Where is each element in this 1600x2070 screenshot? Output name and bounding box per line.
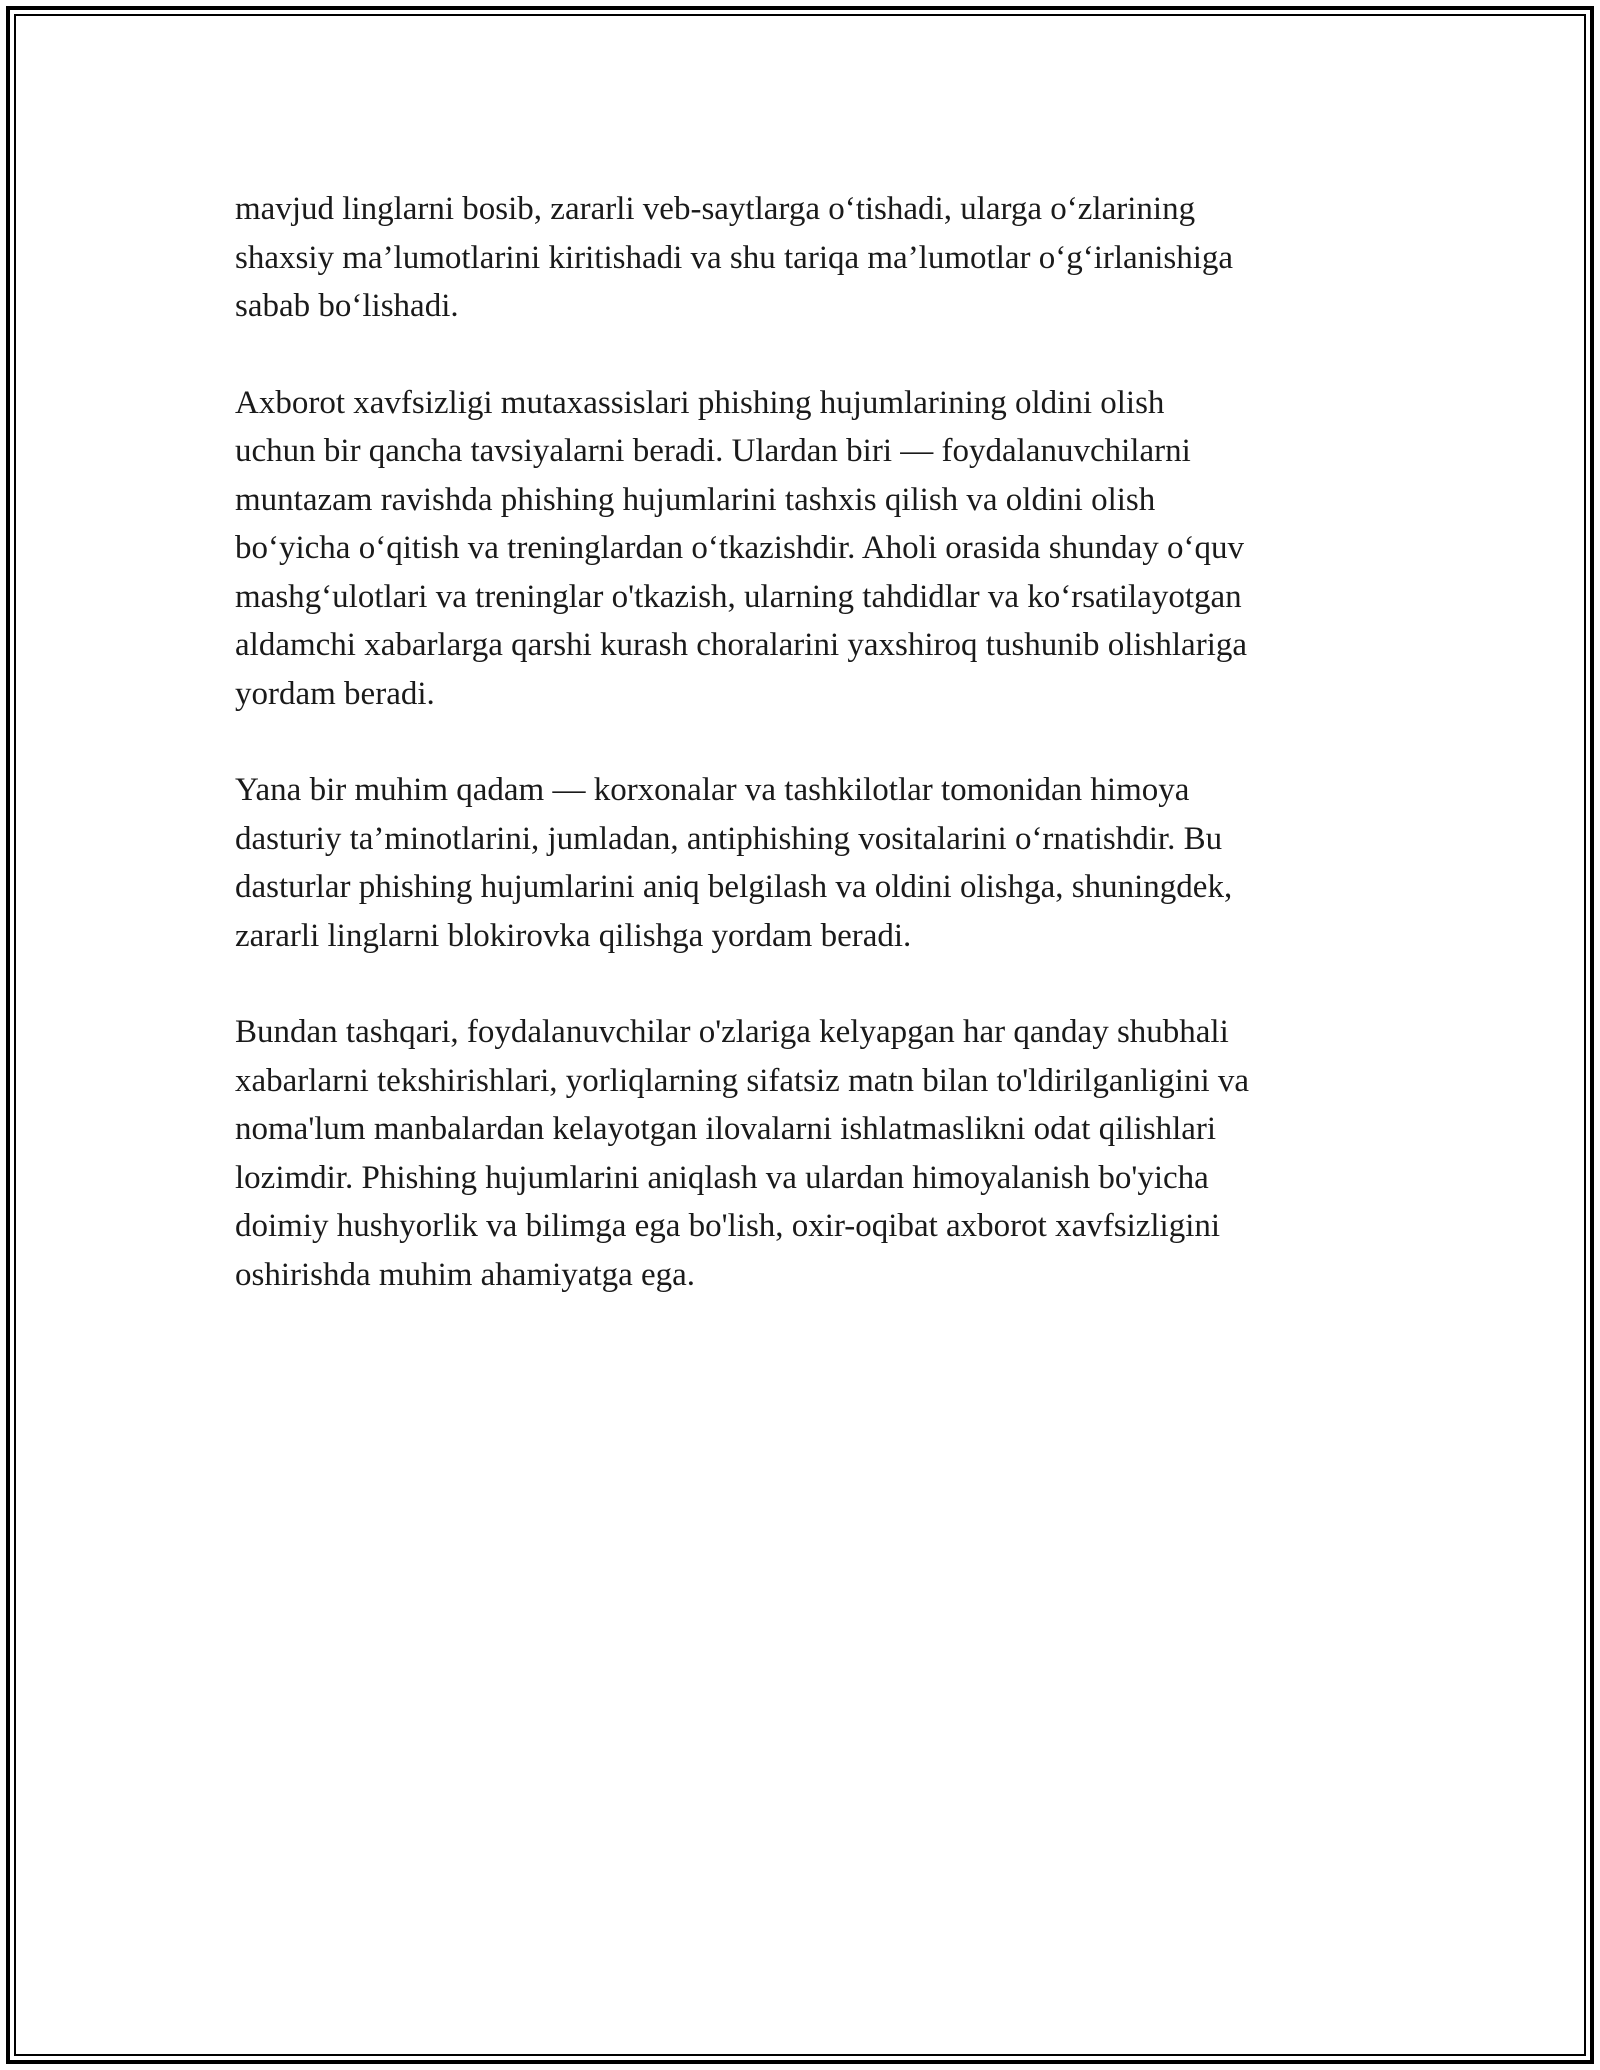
text-line: doimiy hushyorlik va bilimga ega bo'lish, oxir-oqibat axborot xavfsizligini [235, 1208, 1221, 1244]
text-line: shaxsiy ma’lumotlarini kiritishadi va shu tariqa ma’lumotlar o‘g‘irlanishiga [235, 239, 1234, 276]
paragraph-1 [235, 185, 1390, 331]
text-line: mavjud linglarni bosib, zararli veb-saytlarga o‘tishadi, ularga o‘zlarining [235, 191, 1196, 227]
text-line: dasturlar phishing hujumlarini aniq belgilash va oldini olishga, shuningdek, [235, 869, 1233, 905]
text-line: dasturiy ta’minotlarini, jumladan, antiphishing vositalarini o‘rnatishdir. Bu [235, 820, 1223, 857]
text-line: Bundan tashqari, foydalanuvchilar o'zlariga kelyapgan har qanday shubhali [235, 1014, 1229, 1050]
text-line: xabarlarni tekshirishlari, yorliqlarning sifatsiz matn bilan to'ldirilganligini va [235, 1062, 1250, 1099]
text-line: sabab bo‘lishadi. [235, 288, 459, 324]
paragraph-2 [235, 379, 1390, 719]
text-line: oshirishda muhim ahamiyatga ega. [235, 1256, 696, 1293]
text-line: Axborot xavfsizligi mutaxassislari phishing hujumlarining oldini olish [235, 384, 1165, 421]
text-line: aldamchi xabarlarga qarshi kurash choralarini yaxshiroq tushunib olishlariga [235, 627, 1248, 663]
document-body [235, 185, 1390, 1347]
text-line: yordam beradi. [235, 675, 435, 712]
text-line: Yana bir muhim qadam — korxonalar va tashkilotlar tomonidan himoya [235, 772, 1190, 808]
text-line: zararli linglarni blokirovka qilishga yordam beradi. [235, 917, 912, 954]
paragraph-3 [235, 766, 1390, 960]
text-line: noma'lum manbalardan kelayotgan ilovalarni ishlatmaslikni odat qilishlari [235, 1111, 1217, 1147]
text-line: mashg‘ulotlari va treninglar o'tkazish, ularning tahdidlar va ko‘rsatilayotgan [235, 578, 1242, 615]
text-line: uchun bir qancha tavsiyalarni beradi. Ulardan biri — foydalanuvchilarni [235, 433, 1191, 469]
text-line: bo‘yicha o‘qitish va treninglardan o‘tkazishdir. Aholi orasida shunday o‘quv [235, 530, 1245, 566]
paragraph-4 [235, 1008, 1390, 1299]
text-line: lozimdir. Phishing hujumlarini aniqlash va ulardan himoyalanish bo'yicha [235, 1159, 1209, 1196]
text-line: muntazam ravishda phishing hujumlarini tashxis qilish va oldini olish [235, 481, 1156, 518]
